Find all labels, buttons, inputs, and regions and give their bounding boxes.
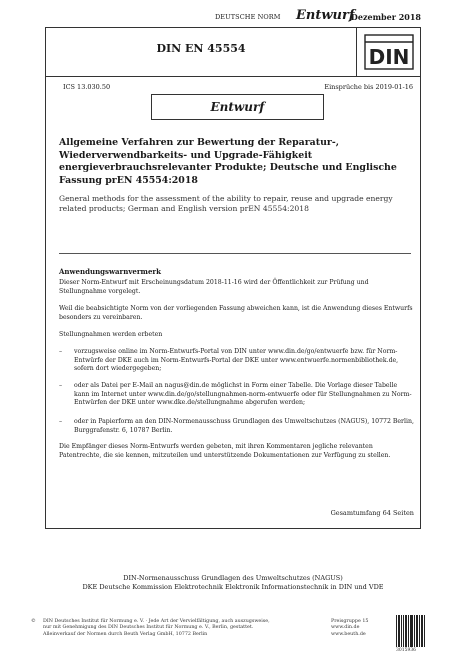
document-number: DIN EN 45554 (156, 42, 246, 55)
bullet-dash: – (59, 382, 63, 389)
ics-code: ICS 13.030.50 (63, 83, 111, 91)
warning-paragraph-3: Stellungnahmen werden erbeten (59, 331, 163, 338)
price-group: Preisgruppe 15 (331, 619, 369, 624)
comment-deadline: Einsprüche bis 2019-01-16 (324, 83, 413, 91)
price-info (331, 619, 401, 638)
bullet-dash: – (59, 418, 63, 425)
german-title: Allgemeine Verfahren zur Bewertung der Reparatur-, Wiederverwendbarkeits- und Upgrade-Fähigkeit energieverbrauchsrelevanter Produkte; Deutsche und Englische Fassung prEN 45554:2018 (59, 137, 397, 186)
english-title: General methods for the assessment of the ability to repair, reuse and upgrade energy related products; German and English version prEN 45554:2018 (59, 194, 393, 213)
bullet-text: oder als Datei per E-Mail an nagus@din.de möglichst in Form einer Tabelle. Die Vorlage dieser Tabelle kann im Internet unter www.din.de/go/stellungnahmen-norm-entwuerfe oder für Stellungnahmen zu Norm-Entwürfen der DKE unter www.dke.de/stellungnahme abgerufen werden; (74, 382, 412, 407)
warning-heading: Anwendungswarnvermerk (59, 267, 161, 276)
warning-paragraph-2: Weil die beabsichtigte Norm von der vorliegenden Fassung abweichen kann, ist die Anwendung dieses Entwurfs besonders zu vereinbaren. (59, 305, 413, 321)
committee-dke: DKE Deutsche Kommission Elektrotechnik Elektronik Informationstechnik in DIN und VDE (82, 583, 384, 591)
din-logo-text: DIN (368, 45, 410, 69)
copyright-symbol: © (31, 619, 36, 624)
header-box (45, 27, 421, 77)
norm-label: DEUTSCHE NORM (215, 13, 281, 21)
warning-paragraph-1: Dieser Norm-Entwurf mit Erscheinungsdatum 2018-11-16 wird der Öffentlichkeit zur Prüfung und Stellungnahme vorgelegt. (59, 279, 369, 295)
entwurf-label: Entwurf (296, 8, 355, 23)
din-url[interactable]: www.din.de (331, 625, 360, 631)
copyright-line-3: Alleinverkauf der Normen durch Beuth Verlag GmbH, 10772 Berlin (43, 631, 208, 637)
copyright-text (43, 619, 313, 638)
publication-date: Dezember 2018 (350, 12, 421, 22)
header-divider (356, 28, 357, 76)
bullet-text: vorzugsweise online im Norm-Entwurfs-Portal von DIN unter www.din.de/go/entwuerfe bzw. für Norm-Entwürfe der DKE auch im Norm-Entwurfs-Portal der DKE unter www.entwuerfe.normenbibliothek.de, sofern dort wiedergegeben; (74, 348, 399, 373)
din-logo (364, 34, 414, 70)
left-border (45, 77, 46, 529)
top-bar (45, 8, 421, 26)
copyright-line-1: DIN Deutsches Institut für Normung e. V. · Jede Art der Vervielfältigung, auch auszugsweise, (43, 619, 270, 624)
section-divider (59, 253, 411, 254)
bullet-text: oder in Papierform an den DIN-Normenausschuss Grundlagen des Umweltschutzes (NAGUS), 10772 Berlin, Burggrafenstr. 6, 10787 Berlin. (74, 418, 414, 434)
meta-row (45, 80, 421, 92)
committee-nagus: DIN-Normenausschuss Grundlagen des Umweltschutzes (NAGUS) (123, 574, 343, 582)
barcode-number: 3015936 (396, 648, 417, 653)
bullet-dash: – (59, 348, 63, 355)
beuth-url[interactable]: www.beuth.de (331, 631, 366, 637)
total-pages: Gesamtumfang 64 Seiten (330, 509, 414, 517)
right-border (420, 77, 421, 529)
copyright-line-2: nur mit Genehmigung des DIN Deutsches Institut für Normung e. V., Berlin, gestattet. (43, 625, 254, 631)
bottom-border (45, 528, 421, 529)
patent-paragraph: Die Empfänger dieses Norm-Entwurfs werden gebeten, mit ihren Kommentaren jegliche relevanten Patentrechte, die sie kennen, mitzuteilen und unterstützende Dokumentationen zur Verfügung zu stellen. (59, 443, 391, 459)
barcode-icon (395, 615, 425, 647)
draft-box: Entwurf (151, 94, 324, 120)
